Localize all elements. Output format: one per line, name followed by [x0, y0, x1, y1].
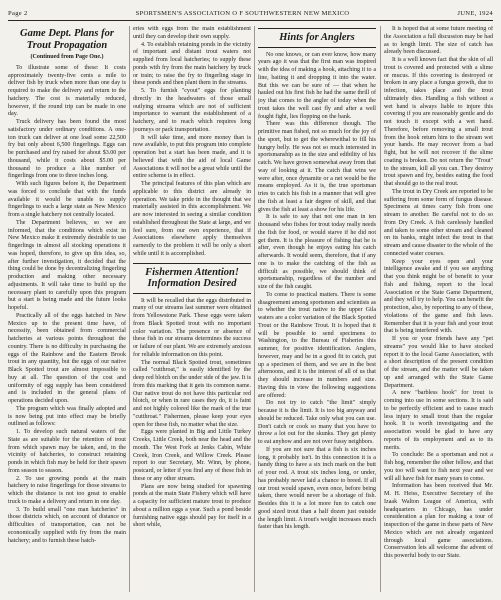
- paragraph: To conclude: Be a sportsman and not a fish hog, remember the other fellow, and that you too will want to fish next year and we will all have fish for many years to come.: [384, 452, 493, 482]
- paragraph: No one knows, or can ever know, how many years ago it was that the first man was inspired with the idea of making a hook, attaching it to a line, baiting it and dropping it into the water. But this we can be sure of — that when he hauled out his first fish he had the same thrill of joy that comes to the angler of today when the trout takes the well cast fly and after a well fought fight, lies flopping on the bank.: [258, 51, 376, 120]
- page-number: Page 2: [8, 9, 28, 17]
- paragraph: It is safe to say that not one man in ten thousand who fishes for trout today really needs the fish for food, or would starve if he did not get them. It is the pleasure of fishing that he is after, even though he enjoys eating his catch afterwards. It would seem, therefore, that if any one is to make the catching of the fish as difficult as possible, we should think of sportsmanship, regardless of the number and size of the fish caught.: [258, 214, 376, 291]
- paragraph: Practically all of the eggs hatched in New Mexico up to the present time have, of necessity, been obtained from commercial hatcheries at various points throughout the country. There is no difficulty in purchasing the eggs of the Rainbow and the Eastern Brook trout in any quantity, but the eggs of our native Black Spotted trout are almost impossible to buy at all. The question of the cost and uniformity of egg supply has been considered and is included in the general plans of operations decided upon.: [8, 312, 126, 405]
- paragraph: Information has been received that Mr. M. H. Heiss, Executive Secretary of the Izaak Walton League of America, with headquarters in Chicago, has under consideration a plan for making a tour of inspection of the game in these parts of New Mexico which are not already organized through local game associations. Conservation lets all welcome the advent of this powerful body to our State.: [384, 483, 493, 559]
- paragraph: It will take time, and more money than is now available, to put this program into complete operation but a start has been made, and it is believed that with the aid of local Game Associations it will not be a great while until the entire scheme is in effect.: [133, 134, 251, 180]
- paragraph: Eggs were planted in Big and Little Turkey Creeks, Little Creek, both near the head and the mouth. The West Fork at Jenks Cabin, White Creek, Iron Creek, and Willow Creek. Please report to our Secretary, Mr. Winn, by phone, postcard, or letter if you find any of these fish in these or any other stream.: [133, 429, 251, 482]
- paragraph: The normal Black Spotted trout, sometimes called "cutthroat," is easily identified by the deep red blotch on the under side of the jaw. It is from this marking that it gets its common name. Our native trout do not have this particular red blotch, or when in rare cases they do, it is faint and not highly colored like the mark of the true "cutthroat." Fishermen, please keep your eyes open for these fish, no matter what the size.: [133, 359, 251, 428]
- continued-note: (Continued from Page One.): [30, 54, 104, 61]
- article-headline: Fishermen Attention! Information Desired: [145, 266, 239, 290]
- paragraph: There was this difference though. The primitive man fished, not so much for the joy of the sport, but to get the wherewithal to fill his hungry belly. He was not so much interested in sportsmanship as in the size and edibility of his catch. We have grown somewhat away from that way of looking at it. The catch that wins we were after, once dynamite or a net would be the means employed. As it is, the true sportsman tries to catch his fish in a manner that will give the fish at least a fair degree of skill, and that gives the fish at least a show for his life.: [258, 121, 376, 213]
- paragraph: If you are not sure that a fish is six inches long, it probably isn't. In this connection it is a handy thing to have a six inch mark on the butt of your rod. A trout six inches long, or under, has probably never laid a chance to breed. If all our trout would spawn, even once, before being taken, there would never be a shortage of fish. Besides this it is a lot more fun to catch one good sized trout than a half dozen just outside the length limit. A trout's weight increases much faster than his length.: [258, 446, 376, 531]
- paragraph: Keep your eyes open and your intelligence awake and if you see anything that you think might be of benefit to your fish and fishing, report to the local Association or the State Game Department, and they will try to help. You can benefit the protection, also, by reporting to any of these, violations of the game and fish laws. Remember that it is your fish and your trout that is being interfered with.: [384, 258, 493, 335]
- paragraph: The trout in Dry Creek are reported to be suffering from some form of fungus disease. Specimens at times carry fish from one stream to another. Be careful not to do so from Dry Creek. A fish carelessly handled and taken to some other stream and cleaned on its banks, might infect the trout in that stream and cause disaster to the whole of the connected water courses.: [384, 188, 493, 257]
- masthead-rule: [8, 20, 493, 21]
- article-headline: Game Dept. Plans for Trout Propagation: [20, 28, 114, 51]
- paragraph: The program which was finally adopted and is now being put into effect may be briefly outlined as follows:: [8, 405, 126, 428]
- paragraph: To illustrate some of these: It costs approximately twenty-five cents a mile to deliver fish by truck when more than one day is required to make the delivery and return to the hatchery. The cost is materially reduced, however, if the round trip can be made in one day.: [8, 64, 126, 118]
- paragraph: It is a well known fact that the skin of all trout is covered and protected with a slime or mucus. If this covering is destroyed or broken in any place a fungus growth, due to infection, takes place and the trout ultimately dies. Handling a fish without a wet hand is always liable to injure this covering if you are reasonably gentle and do not touch it except with a wet hand. Therefore, before removing a small trout from the hook return him to the stream wet your hands. He may recover from a bad fight, but he will not recover if the slime coating is broken. Do not return the "Trout" to the stream, kill all you can. They destroy trout spawn and fry, besides eating the food that should go to the real trout.: [384, 57, 493, 187]
- column-2: [133, 26, 251, 594]
- paragraph: The Department believes, so we are informed, that the conditions which exist in New Mexico make it extremely desirable to use fingerlings in almost all stocking operations it was hoped, therefore, to give up this idea, so, after further investigation, it decided that the thing could be done by decentralizing fingerling production and making other necessary adjustments. It will take time to build up the necessary plant to carefully upon this program but a start is being made and the future looks hopeful.: [8, 219, 126, 312]
- paragraph: 5. To furnish "cyout" eggs for planting directly in the headwaters of those small outlying streams which are not of sufficient importance to warrant the establishment of a hatchery, and to reach which requires long journeys or pack transportation.: [133, 88, 251, 133]
- column-4: [384, 26, 493, 594]
- column-3: [258, 26, 376, 594]
- paragraph: The principal features of this plan which are applicable to this district are already in operation. We take pride in the thought that we materially assisted in this accomplishment. We are now interested in seeing a similar condition established throughout the State at large, and we feel sure, from our own experience, that if Associations elsewhere apply themselves earnestly to the problem it will be only a short while until it is accomplished.: [133, 181, 251, 257]
- article-headline: Hints for Anglers: [279, 32, 355, 43]
- paragraph: eries with eggs from the main establishment until they can develop their own supply.: [133, 26, 251, 40]
- paragraph: To come to practical matters. There is some disagreement among sportsmen and scientists as to whether the trout native to the upper Gila waters are a color variation of the Black Spotted Trout or the Rainbow Trout. It is hoped that it will be possible to send specimens to Washington, to the Bureau of Fisheries this summer, for positive identification. Anglers, however, may and be in a good fit to catch, put up a specimen of them, and we are in the best afternoons, and it is the interest of all of us that they should increase in numbers and size. Having this in view the following suggestions are offered:: [258, 291, 376, 399]
- paragraph: It will be recalled that the eggs distributed in many of our streams last summer were obtained from Yellowstone Park. These eggs were taken from Black Spotted trout with no important color variation. The presence or absence of these fish in our streams determines the success or failure of our plant. We are extremely anxious for reliable information on this point.: [133, 297, 251, 358]
- column-divider: [380, 26, 381, 592]
- publication-title: SPORTSMEN'S ASSOCIATION O F SOUTHWESTERN NEW MEXICO: [135, 9, 350, 17]
- paragraph: Do not try to catch "the limit" simply because it is the limit. It is too big anyway and should be reduced. Take only what you can use. Don't catch or cook so many that you have to throw a lot out for the skunks. They get plenty to eat anyhow and are not over fussy neighbors.: [258, 400, 376, 446]
- paragraph: 3. To build small "one man hatcheries" in those districts which, on account of distance or difficulties of transportation, can not be economically supplied with fry from the main hatchery; and to furnish these hatch-: [8, 506, 126, 544]
- paragraph: It is hoped that at some future meeting of the Association a full discussion may be had as to length limit. The size of catch has already been discussed.: [384, 26, 493, 56]
- column-1: [8, 26, 126, 594]
- paragraph: Plans are now being studied for spawning ponds at the main State Fishery which will have a capacity for sufficient mature trout to produce about a million eggs a year. Such a pond beside furnishing native eggs should pay for itself in a short while,: [133, 483, 251, 529]
- paragraph: A new "barbless hook" for trout is coming into use in some sections. It is said to be perfectly efficient and to cause much less injury to small trout than the regular hook. It is worth investigating and the association would be glad to have any reports of its employment and as to its merits.: [384, 390, 493, 451]
- headline-box: [258, 28, 376, 48]
- headline-box: [133, 263, 251, 294]
- paragraph: 4. To establish retaining ponds in the vicinity of important and distant trout waters not supplied from local hatcheries; to supply these ponds with fry from the main hatchery by truck or train; to raise the fry to fingerling stage in these ponds and then plant them in the streams.: [133, 41, 251, 87]
- paragraph: 1. To develop such natural waters of the State as are suitable for the retention of trout from which spawn may be taken, and, in the vicinity of hatcheries, to construct retaining ponds in which fish may be held for their spawn from season to season.: [8, 429, 126, 474]
- paragraph: Truck delivery has been found the most satisfactory under ordinary conditions. A one-ton truck can deliver at one load some 22,500 fry but only about 6,500 fingerlings. Eggs can be purchased and fry raised for about $3.00 per thousand, while it costs about $5.00 per thousand to produce a like number of fingerlings from one to three inches long.: [8, 119, 126, 180]
- masthead: [8, 6, 493, 20]
- paragraph: With such figures before it, the Department was forced to conclude that with the funds available it would be unable to supply fingerlings to such a large state as New Mexico from a single hatchery not centrally located.: [8, 181, 126, 219]
- issue-date: JUNE, 1924: [457, 9, 493, 17]
- column-divider: [254, 26, 255, 592]
- column-divider: [129, 26, 130, 592]
- paragraph: 2. To use growing ponds at the main hatchery to raise fingerlings for those streams to which the distance is not too great to enable truck to make a delivery and return in one day.: [8, 475, 126, 505]
- paragraph: If you or your friends have any "pet streams" you would like to have stocked report it to the local Game Association, with a short description of the present condition of the stream, and the matter will be taken up and arranged with the State Game Department.: [384, 336, 493, 389]
